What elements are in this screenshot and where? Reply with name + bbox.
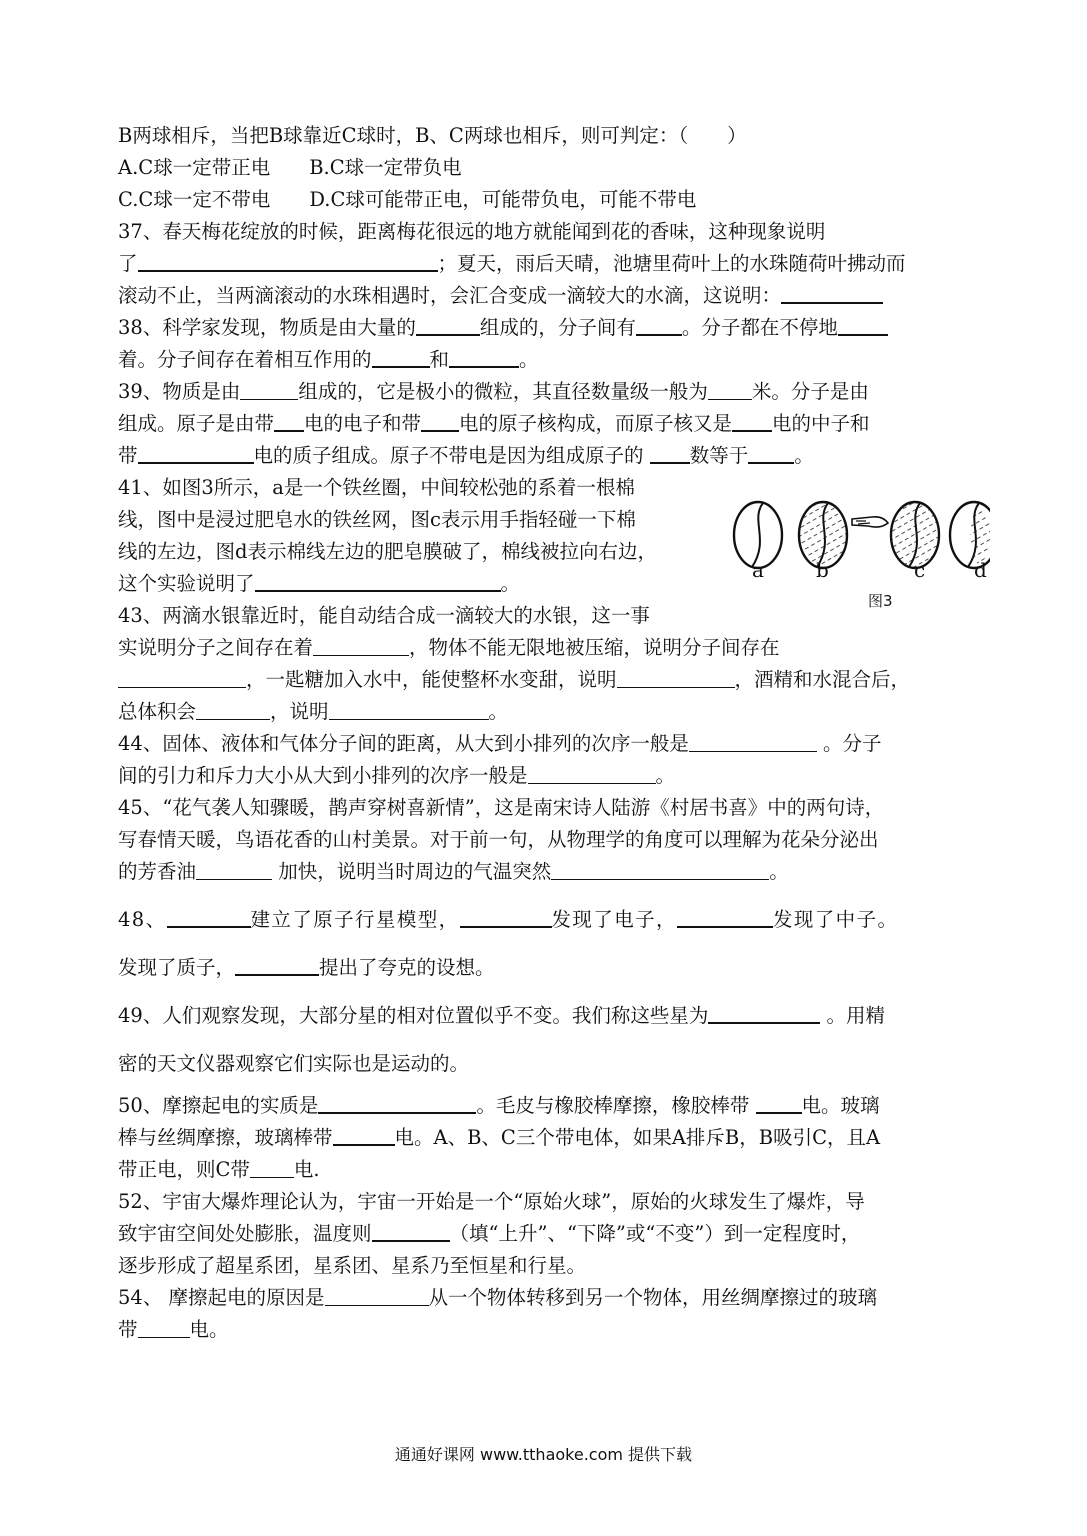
text: 43、两滴水银靠近时，能自动结合成一滴较大的水银，这一事 — [118, 604, 650, 627]
question-48-line-2 — [118, 952, 970, 984]
text: ；夏天，雨后天晴，池塘里荷叶上的水珠随荷叶拂动而 — [437, 252, 906, 275]
question-37-line-2 — [118, 248, 970, 280]
figure-label-b: b — [816, 558, 829, 582]
text: 。 — [488, 700, 509, 723]
text: 。 — [519, 348, 539, 371]
answer-blank[interactable] — [689, 731, 817, 752]
question-48-line-1 — [118, 904, 970, 936]
answer-blank[interactable] — [118, 667, 246, 688]
text: 发现了中子。 — [772, 908, 899, 931]
text: 逐步形成了超星系团，星系团、星系乃至恒星和行星。 — [118, 1254, 587, 1277]
text: 线，图中是浸过肥皂水的铁丝网，图c表示用手指轻碰一下棉 — [118, 508, 636, 531]
question-36-options-cd — [118, 184, 970, 216]
question-49-line-1 — [118, 1000, 970, 1032]
text: 了 — [118, 252, 138, 275]
answer-blank[interactable] — [650, 442, 690, 464]
text: 52、宇宙大爆炸理论认为，宇宙一开始是一个“原始火球”，原始的火球发生了爆炸，导 — [118, 1190, 865, 1213]
finger-icon — [852, 517, 888, 527]
question-45-line-2 — [118, 824, 970, 856]
text: 电的原子核构成，而原子核又是 — [459, 412, 733, 435]
text: 39、物质是由 — [118, 380, 241, 403]
worksheet-page — [118, 120, 987, 1346]
text: 电。 — [189, 1318, 229, 1341]
question-50-line-2 — [118, 1122, 970, 1154]
text: 致宇宙空间处处膨胀，温度则 — [118, 1222, 372, 1245]
question-43-line-4 — [118, 696, 970, 728]
text: 加快，说明当时周边的气温突然 — [278, 860, 552, 883]
answer-blank[interactable] — [167, 906, 251, 928]
text: 38、科学家发现，物质是由大量的 — [118, 316, 416, 339]
text: 。 — [655, 764, 676, 787]
answer-blank[interactable] — [416, 314, 480, 336]
answer-blank[interactable] — [372, 1220, 450, 1242]
soap-film-diagram — [730, 495, 990, 585]
question-43-line-1 — [118, 600, 718, 632]
text: 和 — [429, 348, 450, 371]
text: 。用精 — [826, 1004, 886, 1027]
answer-blank[interactable] — [313, 635, 409, 656]
text: C.C球一定不带电 D.C球可能带正电，可能带负电，可能不带电 — [118, 188, 697, 211]
text: 实说明分子之间存在着 — [118, 636, 314, 659]
text: 带正电，则C带 — [118, 1158, 250, 1181]
text: 米。分子是由 — [751, 380, 869, 403]
text: 棒与丝绸摩擦，玻璃棒带 — [118, 1126, 333, 1149]
question-45-line-3 — [118, 856, 970, 888]
text: 50、摩擦起电的实质是 — [118, 1094, 319, 1117]
text: 组成的，分子间有 — [479, 316, 636, 339]
answer-blank[interactable] — [329, 699, 489, 720]
answer-blank[interactable] — [732, 410, 772, 432]
answer-blank[interactable] — [372, 346, 430, 368]
text: 带 — [118, 444, 138, 467]
question-38-line-2 — [118, 344, 970, 376]
text: 37、春天梅花绽放的时候，距离梅花很远的地方就能闻到花的香味，这种现象说明 — [118, 220, 826, 243]
text: 线的左边，图d表示棉线左边的肥皂膜破了，棉线被拉向右边， — [118, 540, 657, 563]
answer-blank[interactable] — [756, 1092, 802, 1114]
answer-blank[interactable] — [196, 699, 270, 720]
text: 。毛皮与橡胶棒摩擦，橡胶棒带 — [476, 1094, 750, 1117]
answer-blank[interactable] — [240, 379, 298, 400]
text: 。分子 — [823, 732, 882, 755]
question-36-options-ab — [118, 152, 970, 184]
figure-label-a: a — [752, 558, 764, 582]
question-41-line-2 — [118, 504, 718, 536]
question-50-line-3 — [118, 1154, 970, 1186]
text: 48、 — [118, 908, 167, 931]
figure-label-c: c — [914, 558, 926, 582]
answer-blank[interactable] — [138, 250, 438, 272]
text: 着。分子间存在着相互作用的 — [118, 348, 372, 371]
text: 49、人们观察发现，大部分星的相对位置似乎不变。我们称这些星为 — [118, 1004, 709, 1027]
answer-blank[interactable] — [421, 410, 459, 432]
question-39-line-2 — [118, 408, 970, 440]
text: 电。A、B、C三个带电体，如果A排斥B，B吸引C，且A — [394, 1126, 881, 1149]
text: 电。玻璃 — [801, 1094, 880, 1117]
text: 电. — [293, 1158, 320, 1181]
text: 。 — [769, 860, 789, 883]
question-37-line-1 — [118, 216, 970, 248]
answer-blank[interactable] — [255, 570, 501, 592]
answer-blank[interactable] — [318, 1092, 476, 1114]
text: 从一个物体转移到另一个物体，用丝绸摩擦过的玻璃 — [428, 1286, 878, 1309]
question-44-line-1 — [118, 728, 970, 760]
answer-blank[interactable] — [708, 379, 752, 400]
text: 组成。原子是由带 — [118, 412, 275, 435]
answer-blank[interactable] — [677, 906, 773, 928]
answer-blank[interactable] — [617, 667, 735, 688]
question-54-line-2 — [118, 1314, 970, 1346]
text: 54、 摩擦起电的原因是 — [118, 1286, 325, 1309]
text: 41、如图3所示，a是一个铁丝圈，中间较松弛的系着一根棉 — [118, 476, 635, 499]
question-41-line-3 — [118, 536, 718, 568]
text: 45、“花气袭人知骤暖，鹊声穿树喜新情”，这是南宋诗人陆游《村居书喜》中的两句诗， — [118, 796, 885, 819]
question-49-line-2 — [118, 1048, 970, 1080]
text: 组成的，它是极小的微粒，其直径数量级一般为 — [298, 380, 708, 403]
question-52-line-3 — [118, 1250, 970, 1282]
text: 建立了原子行星模型， — [250, 908, 460, 931]
question-36-stem — [118, 120, 970, 152]
text: 总体积会 — [118, 700, 197, 723]
question-45-line-1 — [118, 792, 970, 824]
text: 。 — [794, 444, 814, 467]
footer-text: 通通好课网 www.tthaoke.com 提供下载 — [394, 1445, 693, 1464]
answer-blank[interactable] — [636, 314, 682, 336]
question-39-line-3 — [118, 440, 970, 472]
text: 写春情天暖，鸟语花香的山村美景。对于前一句，从物理学的角度可以理解为花朵分泌出 — [118, 828, 879, 851]
question-41-line-4 — [118, 568, 718, 600]
answer-blank[interactable] — [838, 314, 888, 336]
answer-blank[interactable] — [460, 906, 552, 928]
question-43-line-3 — [118, 664, 970, 696]
text: ，酒精和水混合后， — [734, 668, 911, 691]
question-50-line-1 — [118, 1090, 970, 1122]
question-41-line-1 — [118, 472, 718, 504]
answer-blank[interactable] — [528, 763, 656, 784]
answer-blank[interactable] — [449, 346, 519, 368]
text: 滚动不止，当两滴滚动的水珠相遇时，会汇合变成一滴较大的水滴，这说明： — [118, 284, 782, 307]
answer-blank[interactable] — [551, 859, 769, 880]
text: 间的引力和斥力大小从大到小排列的次序一般是 — [118, 764, 528, 787]
text: 44、固体、液体和气体分子间的距离，从大到小排列的次序一般是 — [118, 732, 689, 755]
text: ，一匙糖加入水中，能使整杯水变甜，说明 — [246, 668, 617, 691]
text: （填“上升”、“下降”或“不变”）到一定程度时， — [449, 1222, 861, 1245]
answer-blank[interactable] — [748, 442, 794, 464]
question-38-line-1 — [118, 312, 970, 344]
question-52-line-1 — [118, 1186, 970, 1218]
text: ，物体不能无限地被压缩，说明分子间存在 — [409, 636, 780, 659]
question-44-line-2 — [118, 760, 970, 792]
text: 发现了质子， — [118, 956, 236, 979]
answer-blank[interactable] — [708, 1002, 820, 1024]
text: 发现了电子， — [551, 908, 677, 931]
text: B两球相斥，当把B球靠近C球时，B、C两球也相斥，则可判定：（ ） — [118, 124, 747, 147]
text: 的芳香油 — [118, 860, 197, 883]
answer-blank[interactable] — [138, 442, 254, 464]
answer-blank[interactable] — [781, 282, 883, 304]
question-39-line-1 — [118, 376, 970, 408]
text: 带 — [118, 1318, 138, 1341]
question-37-line-3 — [118, 280, 970, 312]
question-43-line-2 — [118, 632, 970, 664]
figure-label-d: d — [974, 558, 987, 582]
text: 电的中子和 — [772, 412, 870, 435]
text: 电的电子和带 — [304, 412, 422, 435]
answer-blank[interactable] — [333, 1124, 395, 1146]
figure-caption: 图3 — [868, 592, 893, 610]
question-52-line-2 — [118, 1218, 970, 1250]
text: A.C球一定带正电 B.C球一定带负电 — [118, 156, 462, 179]
text: 提出了夸克的设想。 — [319, 956, 495, 979]
answer-blank[interactable] — [196, 859, 272, 880]
answer-blank[interactable] — [274, 410, 304, 432]
text: ，说明 — [270, 700, 329, 723]
text: 密的天文仪器观察它们实际也是运动的。 — [118, 1052, 470, 1075]
answer-blank[interactable] — [235, 954, 319, 976]
text: 这个实验说明了 — [118, 572, 255, 595]
text: 电的质子组成。原子不带电是因为组成原子的 — [253, 444, 644, 467]
text: 。分子都在不停地 — [681, 316, 838, 339]
footer-credit — [0, 1442, 1087, 1465]
text: 数等于 — [689, 444, 749, 467]
figure-3 — [730, 495, 990, 611]
question-54-line-1 — [118, 1282, 970, 1314]
text: 。 — [500, 572, 521, 595]
answer-blank[interactable] — [138, 1317, 190, 1338]
answer-blank[interactable] — [325, 1285, 429, 1306]
answer-blank[interactable] — [250, 1157, 294, 1178]
